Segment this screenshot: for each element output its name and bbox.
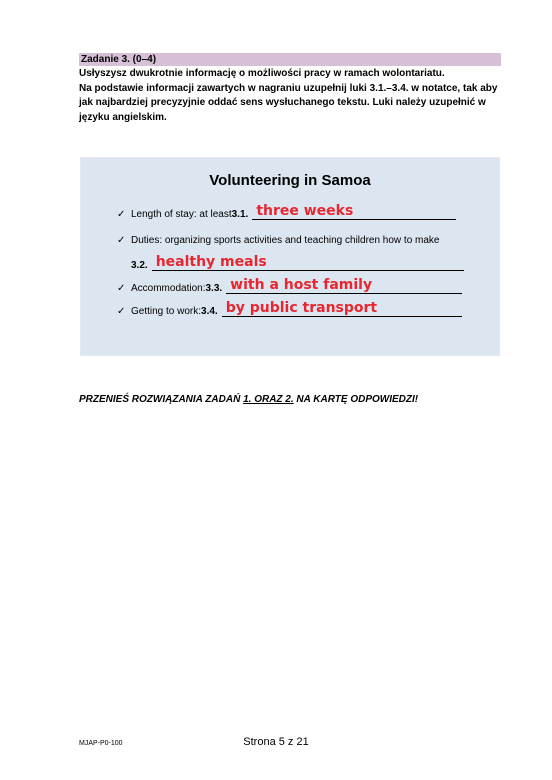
- page-number: Strona 5 z 21: [243, 736, 309, 748]
- check-icon: ✓: [117, 306, 126, 317]
- gap-3-4-field[interactable]: [222, 300, 462, 317]
- gap-number: 3.4.: [201, 306, 218, 317]
- instruction-line-2: Na podstawie informacji zawartych w nagraniu uzupełnij luki 3.1.–3.4. w notatce, tak aby jak najbardziej precyzyjnie oddać sens wysłuchanego tekstu. Luki należy uzupełnić w języku angielskim.: [79, 82, 498, 123]
- transfer-text-after: NA KARTĘ ODPOWIEDZI!: [293, 394, 419, 405]
- gap-3-1-answer: three weeks: [256, 203, 354, 219]
- instruction-line-1: Usłyszysz dwukrotnie informację o możliwości pracy w ramach wolontariatu.: [79, 68, 445, 79]
- task-header: Zadanie 3. (0–4): [79, 53, 501, 66]
- note-box: [80, 157, 500, 356]
- note-item-label: Accommodation:: [131, 283, 206, 294]
- gap-3-4-answer: by public transport: [225, 300, 378, 316]
- note-item-3-2-gap: [131, 254, 464, 271]
- check-icon: ✓: [117, 283, 126, 294]
- gap-3-2-field[interactable]: [152, 254, 464, 271]
- check-icon: ✓: [117, 209, 126, 220]
- transfer-instruction: [79, 394, 418, 405]
- transfer-tasks-ref: 1. ORAZ 2.: [243, 394, 294, 405]
- gap-number: 3.3.: [205, 283, 223, 294]
- note-item-3-1: [117, 203, 456, 220]
- note-item-label: Duties: organizing sports activities and teaching children how to make: [131, 235, 440, 246]
- gap-number: 3.1.: [231, 209, 249, 220]
- note-item-3-3: [117, 277, 462, 294]
- gap-3-1-field[interactable]: [252, 203, 456, 220]
- task-instructions: [79, 67, 503, 125]
- note-item-3-4: [117, 300, 462, 317]
- note-item-3-2: [117, 235, 440, 246]
- note-item-label: Getting to work:: [131, 306, 202, 317]
- transfer-text-before: PRZENIEŚ ROZWIĄZANIA ZADAŃ: [79, 394, 244, 405]
- gap-number: 3.2.: [131, 260, 148, 271]
- gap-3-3-answer: with a host family: [230, 277, 373, 293]
- note-item-label: Length of stay: at least: [131, 209, 232, 220]
- note-title: Volunteering in Samoa: [209, 172, 371, 189]
- gap-3-2-answer: healthy meals: [155, 254, 267, 270]
- exam-code: MJAP-P0-100: [79, 740, 123, 747]
- gap-3-3-field[interactable]: [226, 277, 462, 294]
- check-icon: ✓: [117, 235, 126, 246]
